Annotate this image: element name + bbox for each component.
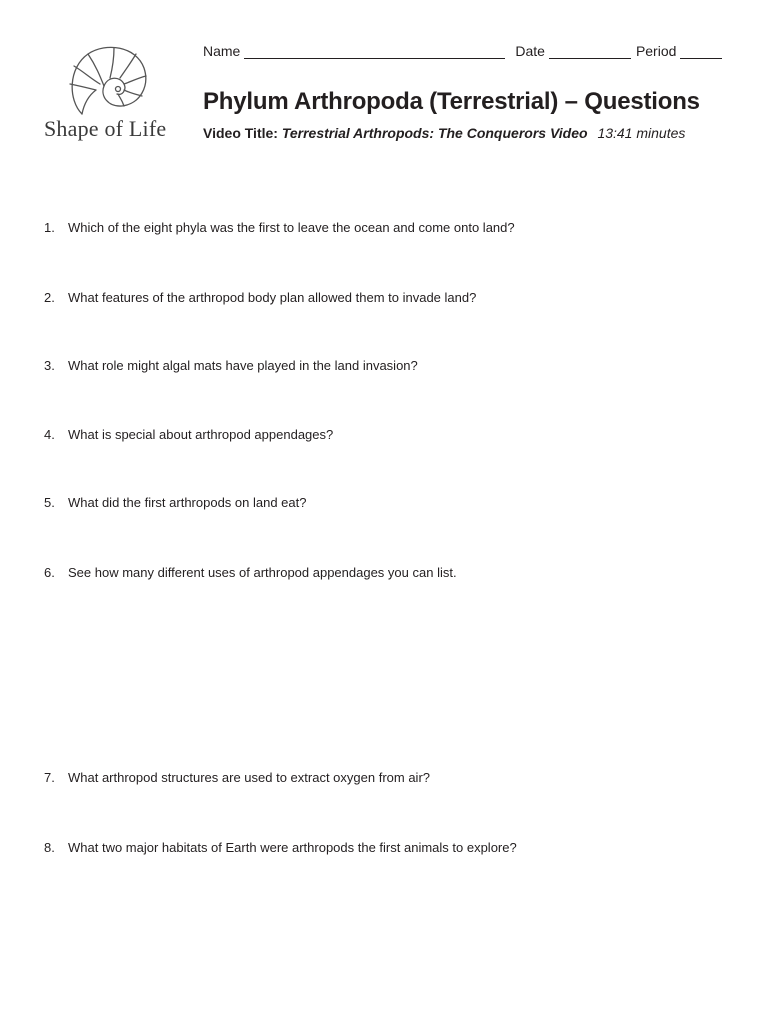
question-number: 1.: [44, 220, 55, 235]
student-info-fields: [203, 43, 728, 59]
date-label: Date: [515, 43, 545, 59]
question-text: See how many different uses of arthropod appendages you can list.: [68, 565, 457, 580]
question-number: 7.: [44, 770, 55, 785]
question-6: [44, 565, 457, 580]
period-field[interactable]: [680, 44, 722, 59]
video-duration: 13:41 minutes: [597, 125, 686, 141]
question-1: [44, 220, 515, 235]
date-field[interactable]: [549, 44, 631, 59]
question-text: What role might algal mats have played in the land invasion?: [68, 358, 418, 373]
question-text: What did the first arthropods on land eat?: [68, 495, 307, 510]
question-2: [44, 290, 476, 305]
question-3: [44, 358, 418, 373]
video-title-label: Video Title:: [203, 125, 278, 141]
name-label: Name: [203, 43, 241, 59]
period-label: Period: [635, 43, 677, 59]
question-7: [44, 770, 430, 785]
question-4: [44, 427, 333, 442]
question-text: What two major habitats of Earth were arthropods the first animals to explore?: [68, 840, 517, 855]
question-number: 5.: [44, 495, 55, 510]
question-number: 4.: [44, 427, 55, 442]
question-text: What arthropod structures are used to extract oxygen from air?: [68, 770, 431, 785]
logo-text: Shape of Life: [44, 116, 167, 141]
question-number: 2.: [44, 290, 55, 305]
question-text: Which of the eight phyla was the first to leave the ocean and come onto land?: [68, 220, 515, 235]
question-text: What features of the arthropod body plan allowed them to invade land?: [68, 290, 477, 305]
question-number: 8.: [44, 840, 55, 855]
nautilus-shell-icon: [62, 44, 148, 116]
name-field[interactable]: [244, 44, 505, 59]
video-title: Terrestrial Arthropods: The Conquerors Video: [281, 125, 588, 141]
question-number: 6.: [44, 565, 55, 580]
question-text: What is special about arthropod appendages?: [68, 427, 334, 442]
question-number: 3.: [44, 358, 55, 373]
logo: [40, 44, 185, 154]
video-info: [203, 125, 685, 141]
question-5: [44, 495, 306, 510]
page-title: Phylum Arthropoda (Terrestrial) – Questions: [203, 88, 700, 115]
question-8: [44, 840, 517, 855]
